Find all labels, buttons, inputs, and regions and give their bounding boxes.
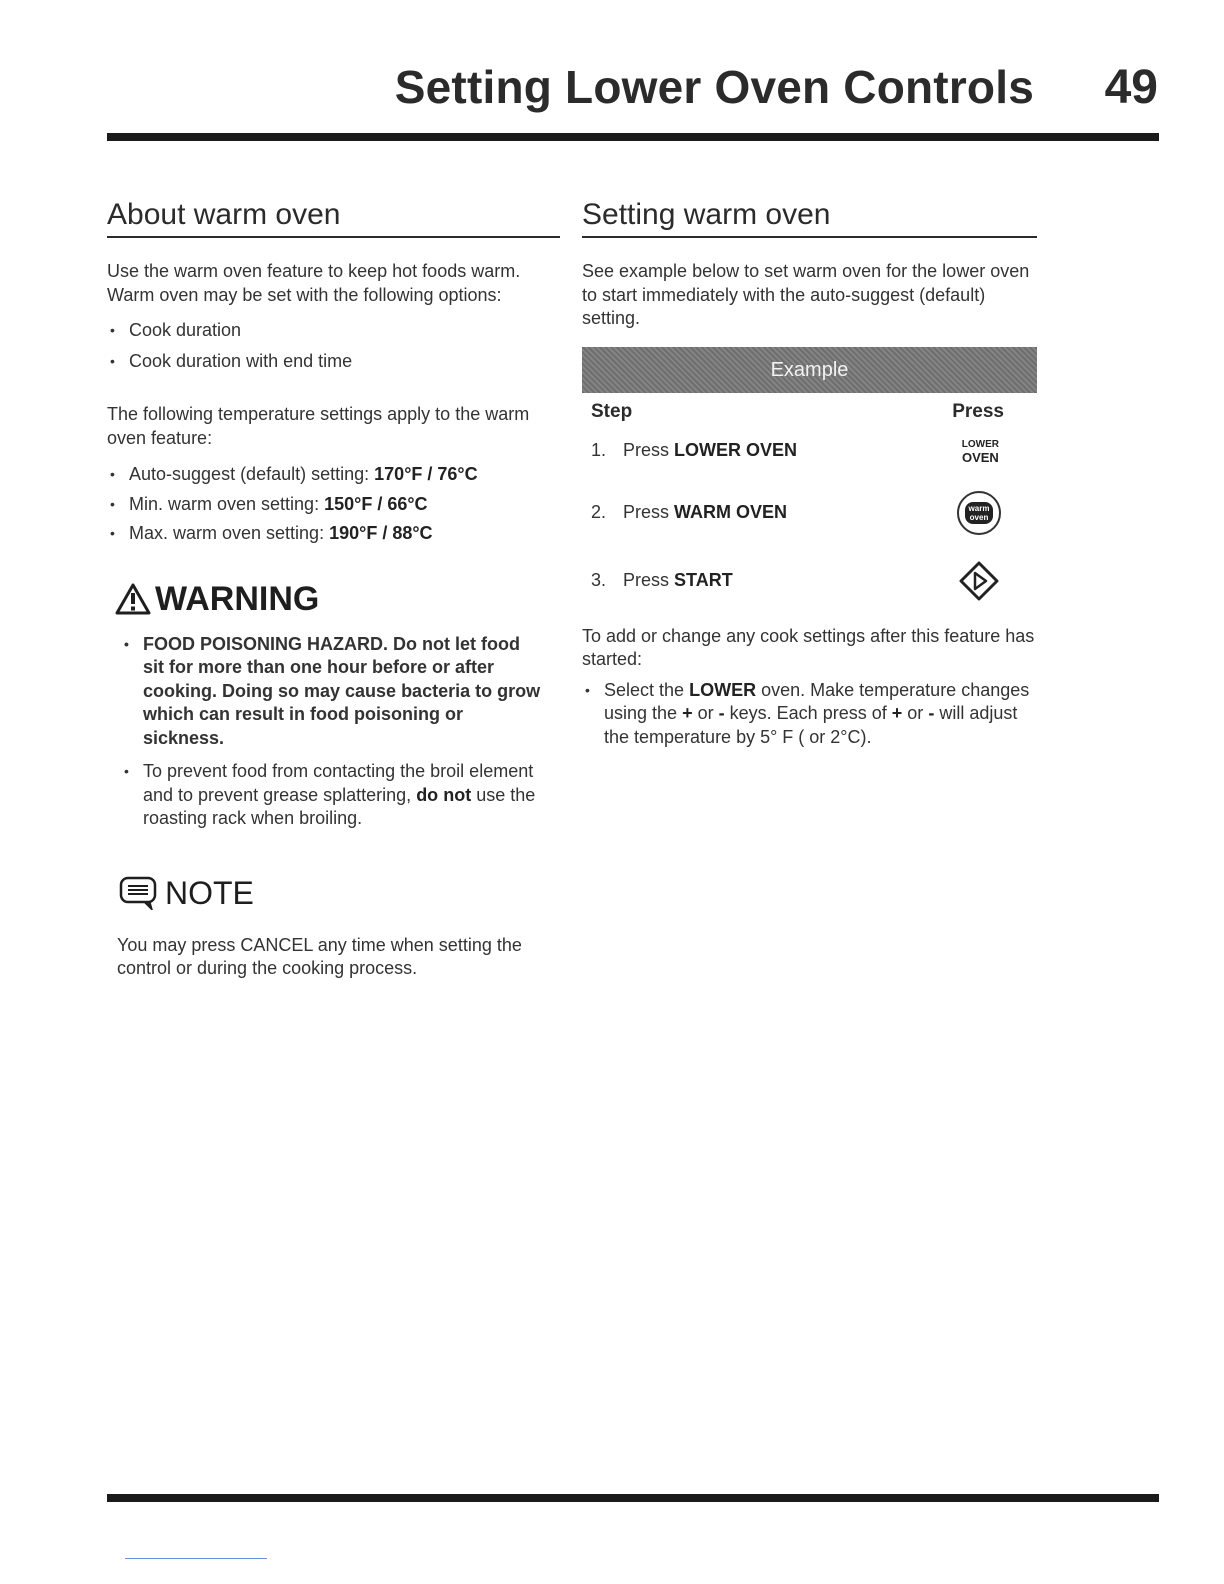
example-banner: Example — [582, 347, 1037, 393]
after-start-list — [582, 679, 1037, 750]
warning-triangle-icon — [115, 583, 151, 615]
list-item: • FOOD POISONING HAZARD. Do not let food sit for more than one hour before or after cooking. Doing so may cause bacteria to grow which can result in food poisoning or sickness. — [121, 633, 545, 751]
page-title: Setting Lower Oven Controls — [394, 61, 1034, 113]
footer-rule — [107, 1494, 1159, 1502]
example-table — [582, 347, 1037, 613]
intro-paragraph: Use the warm oven feature to keep hot foods warm. Warm oven may be set with the following options: — [107, 261, 521, 305]
warm-oven-key-icon: warm oven — [957, 491, 1001, 535]
setting-warm-oven-section — [582, 196, 1037, 749]
list-item: • Auto-suggest (default) setting: 170°F / 76°C — [107, 463, 560, 487]
list-item: • Max. warm oven setting: 190°F / 88°C — [107, 522, 560, 546]
section-heading: Setting warm oven — [582, 196, 1037, 238]
note-icon — [119, 876, 157, 910]
list-item: • Cook duration — [107, 319, 560, 343]
note-heading: NOTE — [119, 875, 560, 912]
temps-intro: The following temperature settings apply to the warm oven feature: — [107, 404, 530, 448]
step-row: 1. Press LOWER OVEN LOWER OVEN — [591, 438, 999, 465]
temps-list — [107, 463, 560, 546]
warning-list — [121, 633, 545, 831]
footer-link-line — [125, 1558, 267, 1559]
page-number: 49 — [1104, 61, 1158, 114]
list-item: • Select the LOWER oven. Make temperature changes using the + or - keys. Each press of + or - will adjust the temperature by 5° F ( or 2°C). — [582, 679, 1037, 750]
lower-oven-key-icon: LOWER OVEN — [961, 438, 999, 465]
list-item: • To prevent food from contacting the broil element and to prevent grease splattering, do not use the roasting rack when broiling. — [121, 760, 545, 831]
note-text: You may press CANCEL any time when setting the control or during the cooking process. — [117, 934, 522, 978]
step-row: 2. Press WARM OVEN warm oven — [582, 477, 1037, 549]
section-heading: About warm oven — [107, 196, 560, 238]
step-row: 3. Press START — [582, 549, 1037, 613]
intro-paragraph: See example below to set warm oven for the lower oven to start immediately with the auto-suggest (default) setting. — [582, 261, 1030, 328]
after-start-intro: To add or change any cook settings after this feature has started: — [582, 625, 1035, 669]
start-key-icon — [959, 561, 999, 601]
about-warm-oven-section — [107, 196, 560, 981]
list-item: • Cook duration with end time — [107, 350, 560, 374]
steps-header: Step Press — [591, 400, 1004, 422]
warning-heading: WARNING — [115, 580, 560, 619]
header-rule — [107, 133, 1159, 141]
list-item: • Min. warm oven setting: 150°F / 66°C — [107, 493, 560, 517]
options-list — [107, 319, 560, 373]
